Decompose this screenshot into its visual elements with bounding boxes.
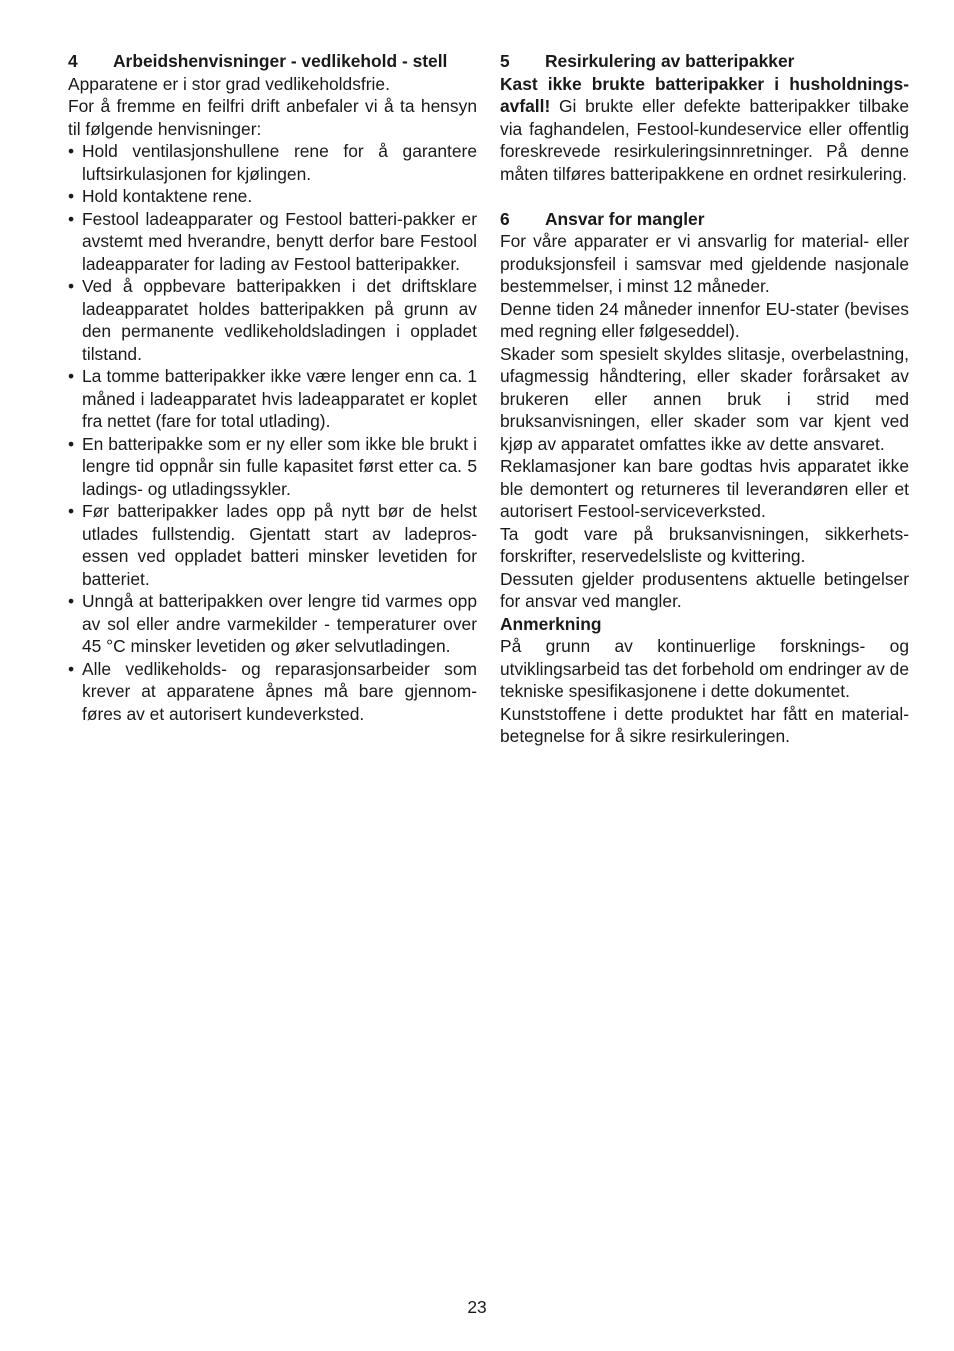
section-4-intro-2: For å fremme en feilfri drift anbefaler vi å ta hensyn til følgende henvisninger: [68,96,477,139]
note-paragraph: Kunststoffene i dette produktet har fått en material-betegnelse for å sikre resirkuleringen. [500,703,909,746]
maintenance-list [68,140,477,725]
list-item: • Unngå at batteripakken over lengre tid varmes opp av sol eller andre varmekilder - temperaturer over 45 °C minsker levetiden og øker selvutladingen. [68,590,477,658]
section-6-paragraph: Reklamasjoner kan bare godtas hvis apparatet ikke ble demontert og returneres til leverandøren eller et autorisert Festool-serviceverksted. [500,456,909,521]
list-item: • Alle vedlikeholds- og reparasjonsarbeider som krever at apparatene åpnes må bare gjennom-føres av et autorisert kundeverksted. [68,658,477,726]
section-5-body [500,73,909,186]
section-4-title: Arbeidshenvisninger - vedlikehold - stell [113,51,448,71]
list-item: • Ved å oppbevare batteripakken i det driftsklare ladeapparatet holdes batteripakken på grunn av den permanente vedlikeholdsladingen i oppladet tilstand. [68,275,477,365]
section-5-title: Resirkulering av batteripakker [545,51,795,71]
note-title: Anmerkning [500,613,602,634]
list-item: • Hold ventilasjonshullene rene for å garantere luftsirkulasjonen for kjølingen. [68,140,477,185]
section-6-paragraph: Skader som spesielt skyldes slitasje, overbelastning, ufagmessig håndtering, eller skader forårsaket av brukeren eller annen bruk i strid med bruksanvisningen, eller skader som var kjent ved kjøp av apparatet omfattes ikke av dette ansvaret. [500,343,909,454]
note-paragraph: På grunn av kontinuerlige forsknings- og utviklingsarbeid tas det forbehold om endringer av de tekniske spesifikasjonene i dette dokumentet. [500,636,909,701]
list-item: • En batteripakke som er ny eller som ikke ble brukt i lengre tid oppnår sin fulle kapasitet først etter ca. 5 ladings- og utladingssykler. [68,433,477,501]
section-6-paragraph: For våre apparater er vi ansvarlig for material- eller produksjonsfeil i samsvar med gjeldende nasjonale bestemmelser, i minst 12 måneder. [500,231,909,296]
list-item: • Festool ladeapparater og Festool batteri-pakker er avstemt med hverandre, benytt derfor bare Festool ladeapparater for lading av Festool batteripakker. [68,208,477,276]
right-column [500,50,909,748]
section-5-heading [500,50,909,73]
disposal-warning: Kast ikke brukte batteripakker i husholdnings-avfall! [500,73,909,116]
section-4-number: 4 [68,51,78,71]
section-6-paragraph: Ta godt vare på bruksanvisningen, sikkerhets-forskrifter, reservedelsliste og kvittering. [500,523,909,566]
section-6-paragraph: Denne tiden 24 måneder innenfor EU-stater (bevises med regning eller følgeseddel). [500,298,909,341]
section-5-number: 5 [500,51,510,71]
list-item: • La tomme batteripakker ikke være lenger enn ca. 1 måned i ladeapparatet hvis ladeapparatet er koplet fra nettet (fare for total utlading). [68,365,477,433]
section-4-intro-1: Apparatene er i stor grad vedlikeholdsfrie. [68,73,390,94]
section-4-heading [68,50,477,73]
section-6-title: Ansvar for mangler [545,208,705,229]
section-spacer [500,185,909,208]
left-column [68,50,477,725]
list-item: • Før batteripakker lades opp på nytt bør de helst utlades fullstendig. Gjentatt start av ladepros-essen ved oppladet batteri minsker levetiden for batteriet. [68,500,477,590]
page-number: 23 [467,1297,487,1317]
list-item: • Hold kontaktene rene. [68,185,477,208]
section-6-number: 6 [500,208,510,229]
section-6-paragraph: Dessuten gjelder produsentens aktuelle betingelser for ansvar ved mangler. [500,568,909,611]
section-5-text: Gi brukte eller defekte batteripakker tilbake via faghandelen, Festool-kundeservice eller offentlig foreskrevede resirkuleringsinnretninger. På denne måten tilføres batteripakkene en ordnet resirkulering. [500,96,909,184]
section-6-heading [500,208,909,231]
